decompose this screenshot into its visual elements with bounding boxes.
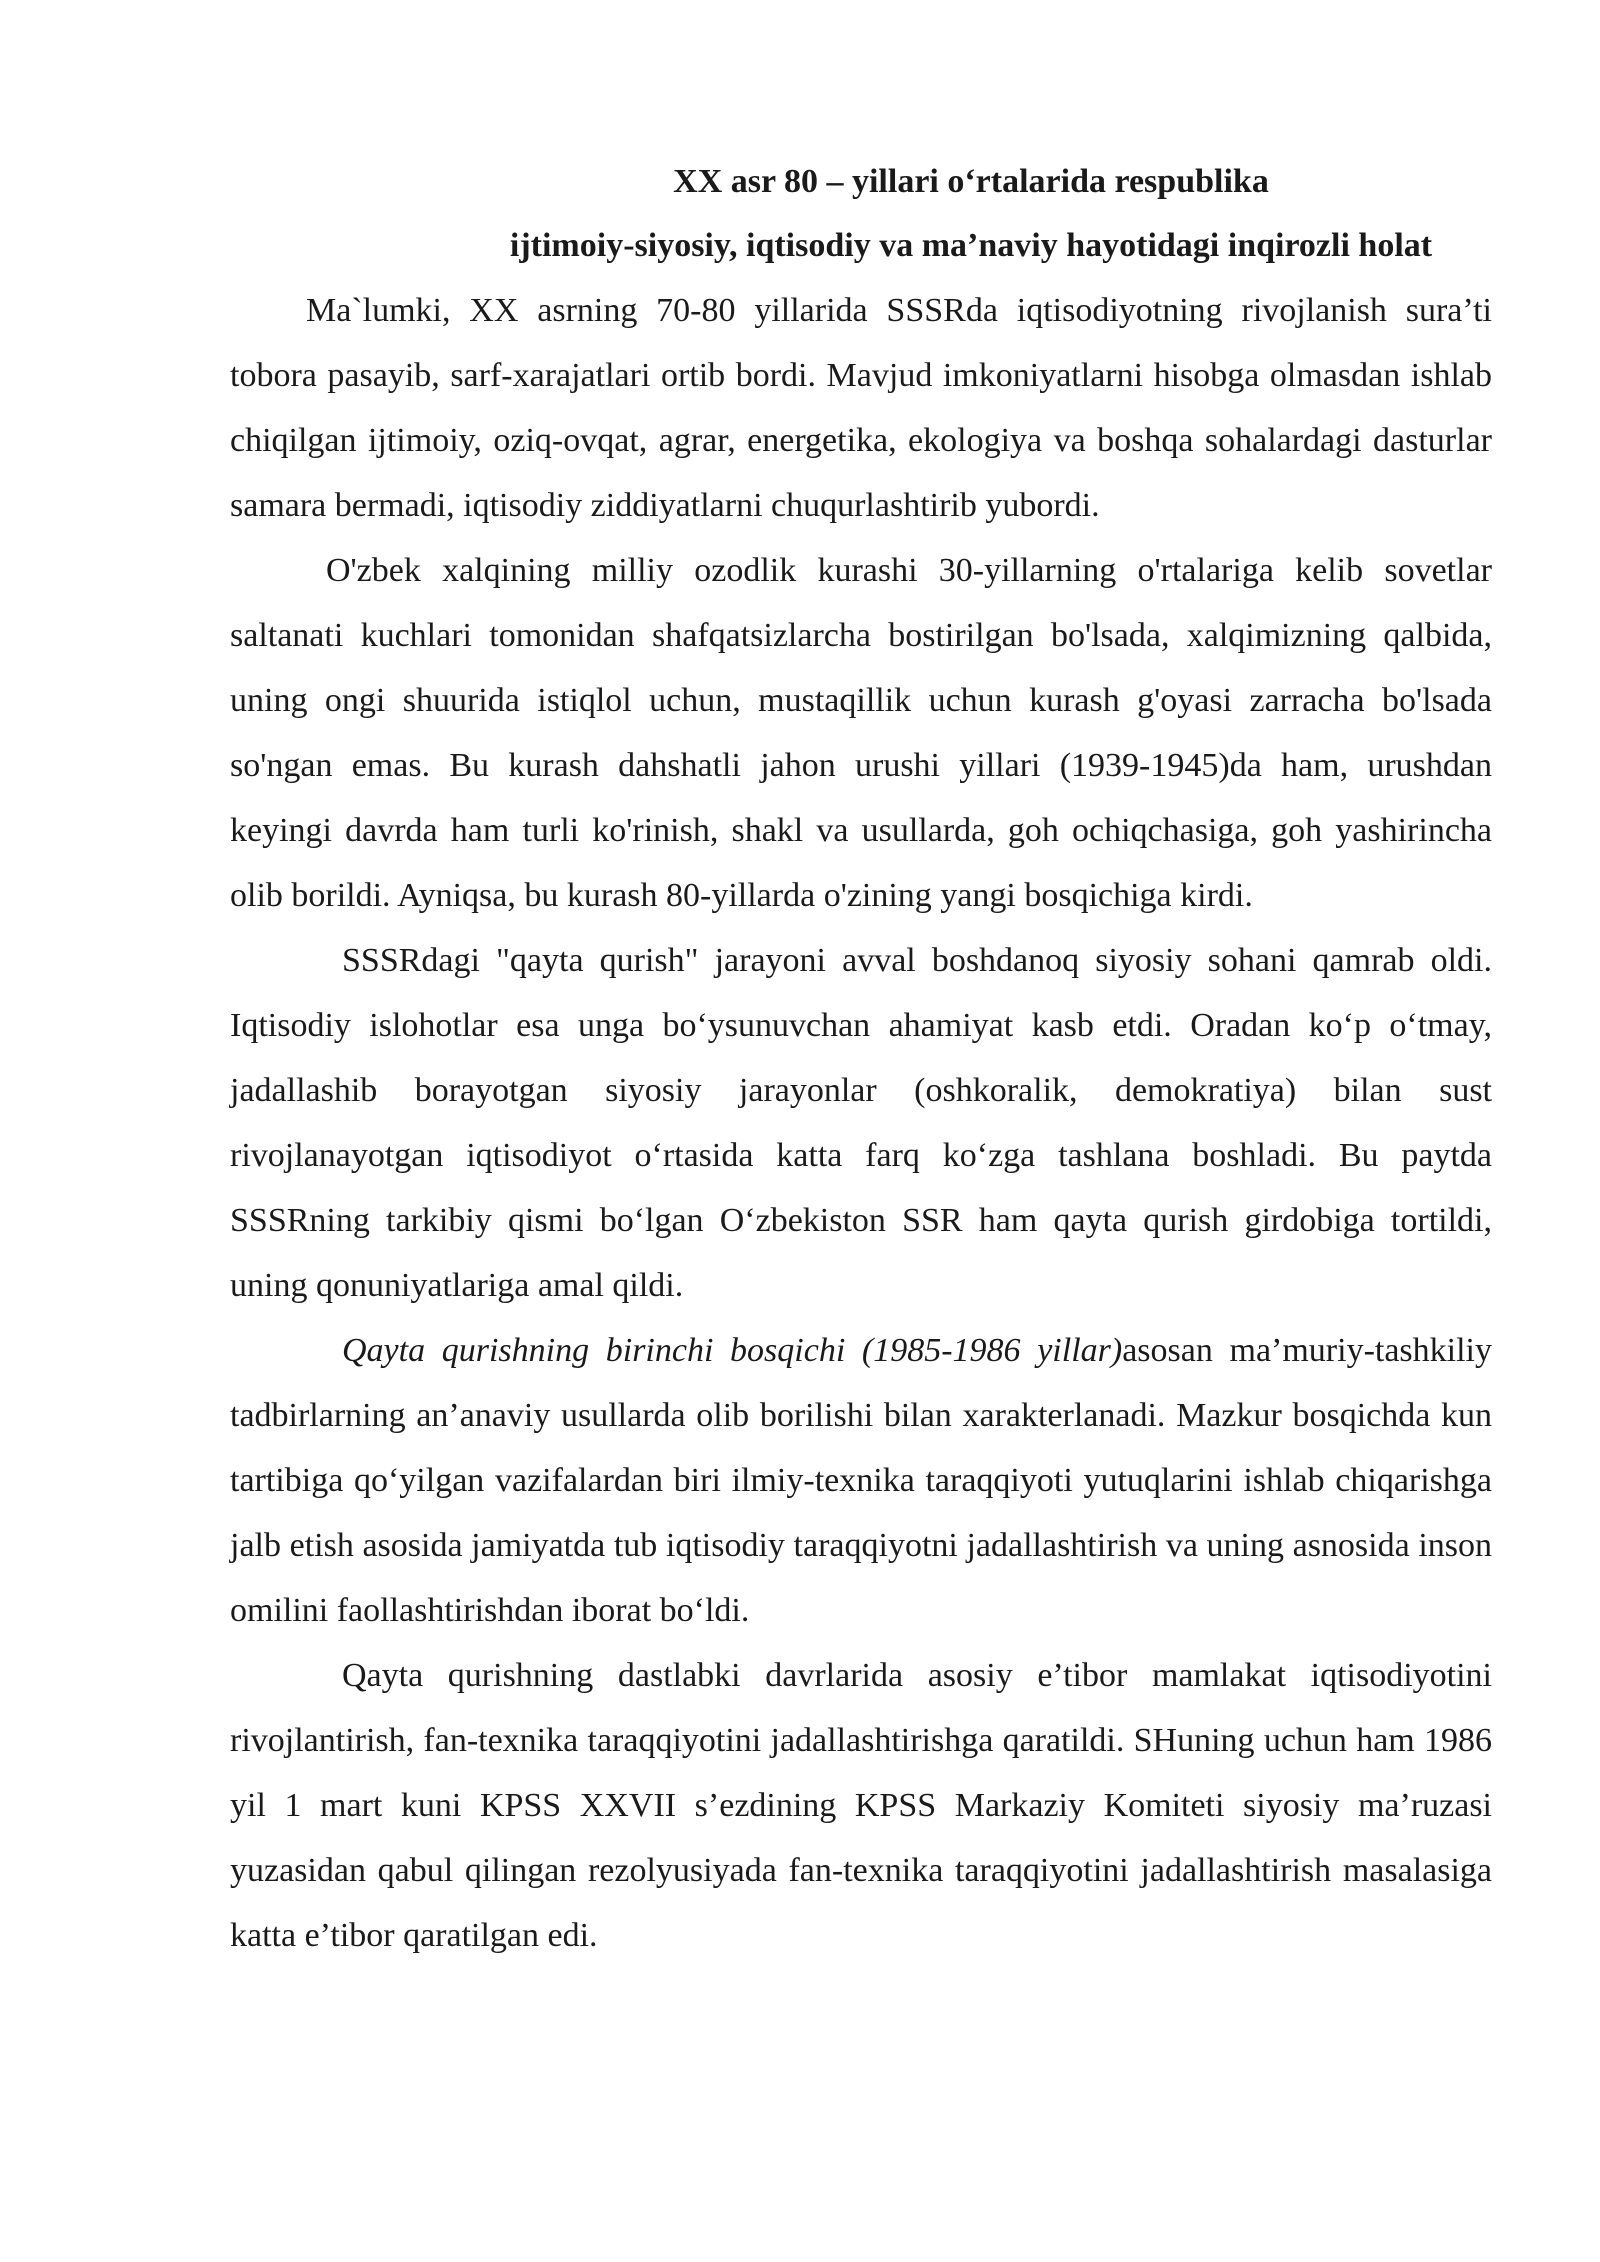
title-line-1: XX asr 80 – yillari o‘rtalarida respublika	[673, 163, 1269, 200]
paragraph-4	[230, 1318, 1492, 1643]
paragraph-1: Ma`lumki, XX asrning 70-80 yillarida SSSRda iqtisodiyotning rivojlanish sura’ti tobora pasayib, sarf-xarajatlari ortib bordi. Mavjud imkoniyatlarni hisobga olmasdan ishlab chiqilgan ijtimoiy, oziq-ovqat, agrar, energetika, ekologiya va boshqa sohalardagi dasturlar samara bermadi, iqtisodiy ziddiyatlarni chuqurlashtirib yubordi.	[230, 292, 1492, 524]
paragraph-2: O'zbek xalqining milliy ozodlik kurashi 30-yillarning o'rtalariga kelib sovetlar saltanati kuchlari tomonidan shafqatsizlarcha bostirilgan bo'lsada, xalqimizning qalbida, uning ongi shuurida istiqlol uchun, mustaqillik uchun kurash g'oyasi zarracha bo'lsada so'ngan emas. Bu kurash dahshatli jahon urushi yillari (1939-1945)da ham, urushdan keyingi davrda ham turli ko'rinish, shakl va usullarda, goh ochiqchasiga, goh yashirincha olib borildi. Ayniqsa, bu kurash 80-yillarda o'zining yangi bosqichiga kirdi.	[230, 552, 1492, 914]
document-title	[230, 150, 1492, 278]
paragraph-3: SSSRdagi "qayta qurish" jarayoni avval boshdanoq siyosiy sohani qamrab oldi. Iqtisodiy islohotlar esa unga bo‘ysunuvchan ahamiyat kasb etdi. Oradan ko‘p o‘tmay, jadallashib borayotgan siyosiy jarayonlar (oshkoralik, demokratiya) bilan sust rivojlanayotgan iqtisodiyot o‘rtasida katta farq ko‘zga tashlana boshladi. Bu paytda SSSRning tarkibiy qismi bo‘lgan O‘zbekiston SSR ham qayta qurish girdobiga tortildi, uning qonuniyatlariga amal qildi.	[230, 942, 1492, 1304]
paragraph-4-body: asosan ma’muriy-tashkiliy tadbirlarning an’anaviy usullarda olib borilishi bilan xarakterlanadi. Mazkur bosqichda kun tartibiga qo‘yilgan vazifalardan biri ilmiy-texnika taraqqiyoti yutuqlarini ishlab chiqarishga jalb etish asosida jamiyatda tub iqtisodiy taraqqiyotni jadallashtirish va uning asnosida inson omilini faollashtirishdan iborat bo‘ldi.	[230, 1332, 1492, 1629]
paragraph-4-italic-lead: Qayta qurishning birinchi bosqichi (1985-1986 yillar)	[342, 1332, 1123, 1369]
paragraph-5: Qayta qurishning dastlabki davrlarida asosiy e’tibor mamlakat iqtisodiyotini rivojlantirish, fan-texnika taraqqiyotini jadallashtirishga qaratildi. SHuning uchun ham 1986 yil 1 mart kuni KPSS XXVII s’ezdining KPSS Markaziy Komiteti siyosiy ma’ruzasi yuzasidan qabul qilingan rezolyusiyada fan-texnika taraqqiyotini jadallashtirish masalasiga katta e’tibor qaratilgan edi.	[230, 1657, 1492, 1954]
document-page	[230, 150, 1492, 1968]
title-line-2: ijtimoiy-siyosiy, iqtisodiy va ma’naviy hayotidagi inqirozli holat	[509, 227, 1433, 264]
